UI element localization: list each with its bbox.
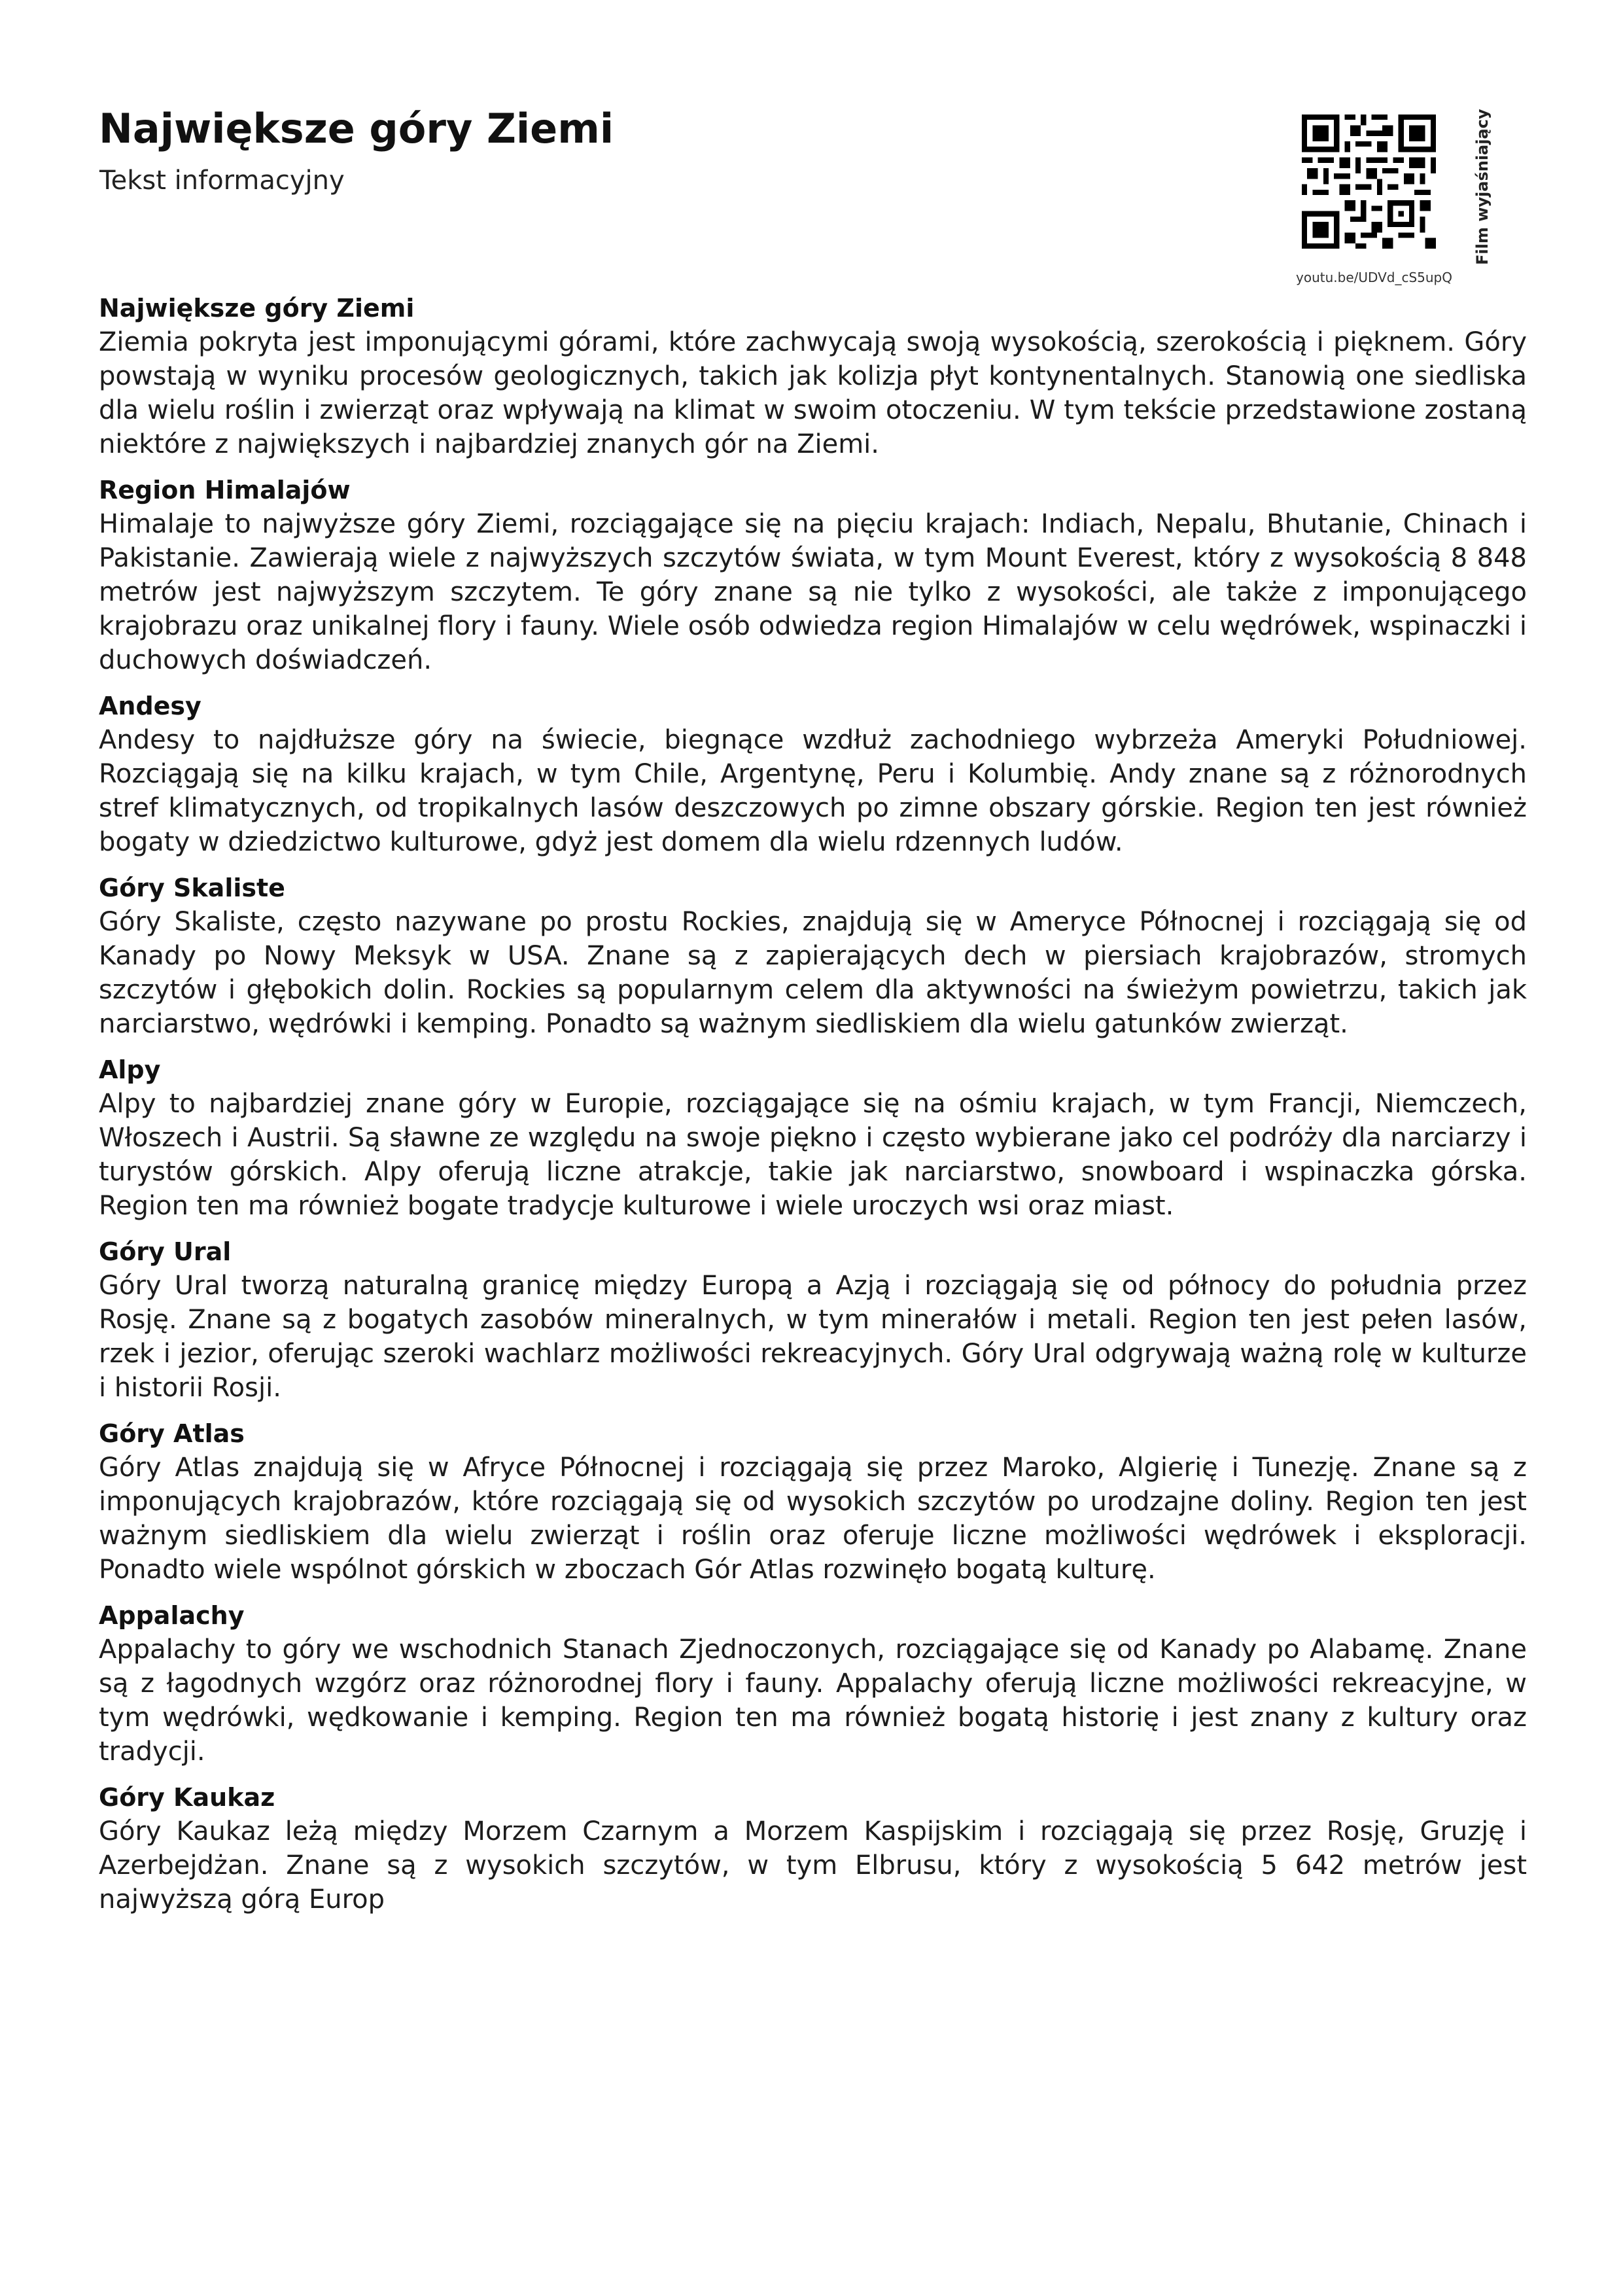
section-heading: Góry Skaliste bbox=[99, 874, 285, 902]
section-intro bbox=[99, 291, 1527, 461]
section-text: Góry Skaliste, często nazywane po prostu Rockies, znajdują się w Ameryce Północnej i rozciągają się od Kanady po Nowy Meksyk w USA. Znane są z zapierających dech w piersiach krajobrazów, stromych szczytów i głębokich dolin. Rockies są popularnym celem dla aktywności na świeżym powietrzu, takich jak narciarstwo, wędrówki i kemping. Ponadto są ważnym siedliskiem dla wielu gatunków zwierząt. bbox=[99, 907, 1527, 1039]
section-gory-atlas bbox=[99, 1417, 1527, 1587]
section-gory-kaukaz bbox=[99, 1780, 1527, 1916]
article-body bbox=[99, 291, 1527, 1928]
section-heading: Andesy bbox=[99, 692, 201, 720]
section-text: Himalaje to najwyższe góry Ziemi, rozciągające się na pięciu krajach: Indiach, Nepalu, Bhutanie, Chinach i Pakistanie. Zawierają wiele z najwyższych szczytów świata, w tym Mount Everest, który z wysokością 8 848 metrów jest najwyższym szczytem. Te góry znane są nie tylko z wysokości, ale także z imponującego krajobrazu oraz unikalnej flory i fauny. Wiele osób odwiedza region Himalajów w celu wędrówek, wspinaczki i duchowych doświadczeń. bbox=[99, 509, 1527, 675]
qr-label: Film wyjaśniający bbox=[1473, 109, 1492, 265]
section-text: Alpy to najbardziej znane góry w Europie, rozciągające się na ośmiu krajach, w tym Francji, Niemczech, Włoszech i Austrii. Są sławne ze względu na swoje piękno i często wybierane jako cel podróży dla narciarzy i turystów górskich. Alpy oferują liczne atrakcje, takie jak narciarstwo, snowboard i wspinaczka górska. Region ten ma również bogate tradycje kulturowe i wiele uroczych wsi oraz miast. bbox=[99, 1089, 1527, 1221]
qr-code-icon[interactable] bbox=[1302, 115, 1436, 249]
section-heading: Góry Kaukaz bbox=[99, 1783, 275, 1812]
section-andesy bbox=[99, 689, 1527, 859]
qr-url[interactable]: youtu.be/UDVd_cS5upQ bbox=[1296, 270, 1452, 285]
section-text: Góry Ural tworzą naturalną granicę między Europą a Azją i rozciągają się od północy do południa przez Rosję. Znane są z bogatych zasobów mineralnych, w tym minerałów i metali. Region ten jest pełen lasów, rzek i jezior, oferując szeroki wachlarz możliwości rekreacyjnych. Góry Ural odgrywają ważną rolę w kulturze i historii Rosji. bbox=[99, 1271, 1527, 1403]
section-heading: Góry Ural bbox=[99, 1237, 232, 1266]
section-heading: Region Himalajów bbox=[99, 476, 351, 504]
page-subtitle: Tekst informacyjny bbox=[99, 166, 345, 196]
section-heading: Góry Atlas bbox=[99, 1419, 245, 1448]
section-appalachy bbox=[99, 1598, 1527, 1769]
section-himalaje bbox=[99, 473, 1527, 677]
section-text: Góry Atlas znajdują się w Afryce Północnej i rozciągają się przez Maroko, Algierię i Tunezję. Znane są z imponujących krajobrazów, które rozciągają się od wysokich szczytów po urodzajne doliny. Region ten jest ważnym siedliskiem dla wielu zwierząt i roślin oraz oferuje liczne możliwości wędrówek i eksploracji. Ponadto wiele wspólnot górskich w zboczach Gór Atlas rozwinęło bogatą kulturę. bbox=[99, 1453, 1527, 1585]
section-gory-ural bbox=[99, 1235, 1527, 1405]
section-gory-skaliste bbox=[99, 871, 1527, 1041]
section-heading: Appalachy bbox=[99, 1601, 245, 1630]
section-heading: Alpy bbox=[99, 1055, 161, 1084]
section-text: Appalachy to góry we wschodnich Stanach Zjednoczonych, rozciągające się od Kanady po Alabamę. Znane są z łagodnych wzgórz oraz różnorodnej flory i fauny. Appalachy oferują liczne możliwości rekreacyjne, w tym wędrówki, wędkowanie i kemping. Region ten ma również bogatą historię i jest znany z kultury oraz tradycji. bbox=[99, 1634, 1527, 1767]
section-text: Ziemia pokryta jest imponującymi górami, które zachwycają swoją wysokością, szerokością i pięknem. Góry powstają w wyniku procesów geologicznych, takich jak kolizja płyt kontynentalnych. Stanowią one siedliska dla wielu roślin i zwierząt oraz wpływają na klimat w swoim otoczeniu. W tym tekście przedstawione zostaną niektóre z największych i najbardziej znanych gór na Ziemi. bbox=[99, 327, 1527, 459]
section-alpy bbox=[99, 1053, 1527, 1223]
section-text: Andesy to najdłuższe góry na świecie, biegnące wzdłuż zachodniego wybrzeża Ameryki Południowej. Rozciągają się na kilku krajach, w tym Chile, Argentynę, Peru i Kolumbię. Andy znane są z różnorodnych stref klimatycznych, od tropikalnych lasów deszczowych po zimne obszary górskie. Region ten jest również bogaty w dziedzictwo kulturowe, gdyż jest domem dla wielu rdzennych ludów. bbox=[99, 725, 1527, 857]
section-heading: Największe góry Ziemi bbox=[99, 294, 415, 323]
qr-block bbox=[1282, 108, 1478, 291]
page-title: Największe góry Ziemi bbox=[99, 105, 614, 152]
section-text: Góry Kaukaz leżą między Morzem Czarnym a Morzem Kaspijskim i rozciągają się przez Rosję, Gruzję i Azerbejdżan. Znane są z wysokich szczytów, w tym Elbrusu, który z wysokością 5 642 metrów jest najwyższą górą Europ bbox=[99, 1816, 1527, 1915]
